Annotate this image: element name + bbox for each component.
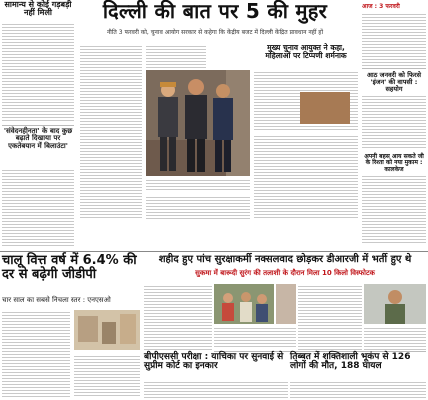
apology-headline: अपनी बहस आय सकते जी के रिश्ता को नया मुकाम : कालकेज: [364, 153, 424, 173]
gdp-headline: चालू वित्त वर्ष में 6.4% की दर से बढ़ेगी जीडीपी: [2, 253, 137, 282]
tibet-headline: तिब्बत में शक्तिशाली भूकंप से 126 लोगों की मौत, 188 घायल: [290, 352, 411, 372]
main-photo-caption: [146, 178, 250, 192]
soldier-photo-illustration: [364, 284, 426, 324]
gdp-body-col-1: [2, 310, 70, 398]
voter-photo: [300, 92, 350, 124]
bpsc-headline: बीपीएससी परीक्षा : याचिका पर सुनवाई से सुप्रीम कोर्ट का इनकार: [144, 352, 284, 372]
left-mid-body: [2, 168, 74, 246]
gdp-photo: [74, 310, 140, 350]
cec-body-2: [254, 134, 358, 220]
delhi-engine-body: [362, 94, 426, 150]
bottom-rule: [0, 251, 428, 252]
left-column: [0, 0, 76, 250]
main-photo: [146, 70, 250, 176]
naxal-body-col-3: [364, 326, 426, 350]
naxal-photo-1-illustration: [214, 284, 274, 324]
right-schedule-list: [362, 12, 426, 66]
left-top-headline: सामान्य से कोई गड़बड़ी नहीं मिली: [4, 0, 72, 18]
left-mid-headline: 'संवेदनहीनता' के बाद कुछ बढ़ाते दिखाया पर एकतेबयान में बिलाउंटा': [3, 127, 73, 150]
cec-headline: मुख्य चुनाव आयुक्त ने कहा, महिलाओं पर टिप्पणी शर्मनाक: [265, 43, 347, 60]
delhi-engine-headline: आठ जनवरी को फिरसे 'इंजन' की वापसी : सहयोग: [366, 71, 422, 93]
left-top-body: [2, 22, 74, 122]
gdp-photo-illustration: [74, 310, 140, 350]
apology-body: [362, 174, 426, 244]
naxal-headline: शहीद हुए पांच सुरक्षाकर्मी नक्सलवाद छोड़कर डीआरजी में भर्ती हुए थे: [158, 254, 412, 265]
naxal-photo-1: [214, 284, 274, 324]
main-article-col-3: [146, 195, 250, 220]
main-headline: दिल्ली की बात पर 5 की मुहर: [102, 0, 328, 23]
election-date-tag: आज : 3 फरवरी: [362, 3, 400, 10]
naxal-body-col-2: [298, 284, 362, 350]
naxal-body-col-1: [144, 284, 212, 350]
main-subhead: नीति 3 फरवरी को, चुनाव आयोग सरकार से कहेगा कि केंद्रीय बजट में दिल्ली केंद्रित प्रावधान नहीं हों: [106, 29, 324, 36]
naxal-caption: [214, 326, 296, 348]
main-article-col-1: [80, 44, 142, 220]
left-rule-1: [2, 125, 74, 126]
right-column: [360, 0, 428, 250]
main-photo-illustration: [146, 70, 250, 176]
naxal-subhead: सुकमा में बारूदी सुरंग की तलाशी के दौरान मिला 10 किलो विस्फोटक: [195, 269, 375, 277]
right-rule-1: [362, 68, 426, 69]
gdp-subline: चार साल का सबसे निचला स्तर : एनएसओ: [2, 296, 111, 304]
bpsc-body: [144, 380, 288, 398]
gdp-body-col-2: [74, 354, 140, 398]
naxal-photo-2: [276, 284, 296, 324]
soldier-photo: [364, 284, 426, 324]
tibet-body: [290, 380, 426, 398]
main-article-col-2: [146, 44, 206, 68]
